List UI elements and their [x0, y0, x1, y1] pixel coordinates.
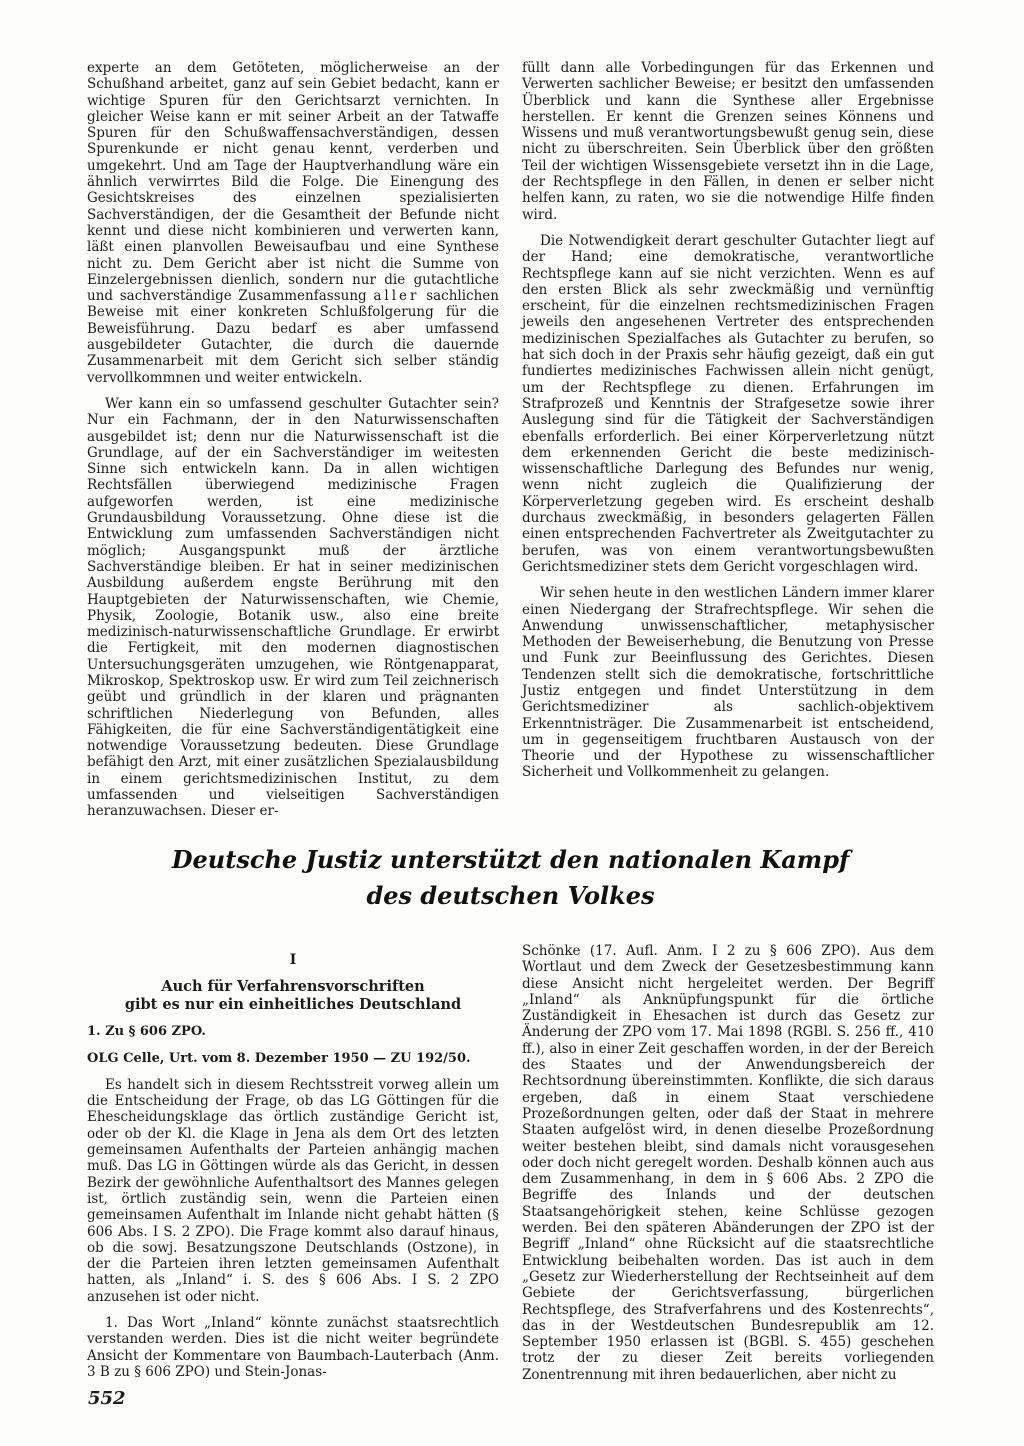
section-paragraph: Es handelt sich in diesem Rechtsstreit vorweg allein um die Entscheidung der Frage, ob das LG Göttingen für die Ehescheidungsklage das örtlich zuständige Gericht ist, oder ob der Kl. die Klage in Jena als dem Ort des letzten gemeinsamen Aufenthalts der Parteien anhängig machen muß. Das LG in Göttingen würde als das Gericht, in dessen Bezirk der gewöhnliche Aufenthaltsort des Mannes gelegen ist, örtlich zuständig sein, wenn die Parteien einen gemeinsamen Aufenthalt im Inlande nicht gehabt hätten (§ 606 Abs. I S. 2 ZPO). Die Frage kommt also darauf hinaus, ob die sowj. Besatzungszone Deutschlands (Ostzone), in der die Parteien ihren letzten gemeinsamen Aufenthalt hatten, als „Inland“ i. S. des § 606 Abs. I S. 2 ZPO anzusehen ist oder nicht.: [87, 1076, 499, 1305]
section-number: I: [289, 952, 297, 968]
case-reference: 1. Zu § 606 ZPO.: [87, 1024, 206, 1040]
article-paragraph: Wer kann ein so umfassend geschulter Gutachter sein? Nur ein Fachmann, der in den Naturwissenschaften ausgebildet ist; denn nur die Naturwissenschaft ist die Grundlage, auf der ein Sachverständiger im weitesten Sinne sich entwickeln kann. Da in allen wichtigen Rechtsfällen überwiegend medizinische Fragen aufgeworfen werden, ist eine medizinische Grundausbildung Voraussetzung. Ohne diese ist die Entwicklung zum umfassenden Sachverständigen nicht möglich; Ausgangspunkt muß der ärztliche Sachverständige bleiben. Er hat in seiner medizinischen Ausbildung außerdem engste Berührung mit den Hauptgebieten der Naturwissenschaften, wie Chemie, Physik, Zoologie, Botanik usw., also eine breite medizinisch-naturwissenschaftliche Grundlage. Er erwirbt die Fertigkeit, mit den modernen diagnostischen Untersuchungsgeräten umzugehen, wie Röntgenapparat, Mikroskop, Spektroskop usw. Er wird zum Teil zeichnerisch geübt und gründlich in der klaren und prägnanten schriftlichen Niederlegung von Befunden, alles Fähigkeiten, die für eine Sachverständigentätigkeit eine notwendige Voraussetzung bedeuten. Diese Grundlage befähigt den Arzt, mit einer zusätzlichen Spezialausbildung in einem gerichtsmedizinischen Institut, zu dem umfassenden und vielseitigen Sachverständigen heranzuwachsen. Dieser er-: [87, 395, 499, 820]
headline-line-2: des deutschen Volkes: [366, 881, 655, 910]
article-paragraph: Die Notwendigkeit derart geschulter Gutachter liegt auf der Hand; eine demokratische, verantwortliche Rechtspflege kann auf sie nicht verzichten. Wenn es auf den ersten Blick als sehr zweckmäßig und vernünftig erscheint, für die einzelnen rechtsmedizinischen Fragen jeweils den angesehenen Vertreter des entsprechenden medizinischen Spezialfaches als Gutachter zu berufen, so hat sich doch in der Praxis sehr häufig gezeigt, daß ein gut fundiertes medizinisches Fachwissen allein nicht genügt, um der Rechtspflege zu dienen. Erfahrungen im Strafprozeß und Kenntnis der Strafgesetze sowie ihrer Auslegung sind für die Tätigkeit der Sachverständigen ebenfalls erforderlich. Bei einer Körperverletzung nützt dem erkennenden Gericht die beste medizinisch-wissenschaftliche Darlegung des Befundes nur wenig, wenn nicht zugleich die Qualifizierung der Körperverletzung gegeben wird. Es erscheint deshalb durchaus zweckmäßig, in besonders gelagerten Fällen einen entsprechenden Fachvertreter als Zweitgutachter zu berufen, was von einem verantwortungsbewußten Gerichtsmediziner stets dem Gericht vorgeschlagen wird.: [522, 232, 934, 575]
court-line: OLG Celle, Urt. vom 8. Dezember 1950 — ZU 192/50.: [87, 1050, 471, 1066]
article-paragraph: experte an dem Getöteten, möglicherweise an der Schußhand arbeitet, ganz auf sein Gebiet bedacht, kann er wichtige Spuren für den Gerichtsarzt vernichten. In gleicher Weise kann er mit seiner Arbeit an der Tatwaffe Spuren für den Schußwaffensachverständigen, dessen Spurenkunde er nicht genau kennt, verderben und umgekehrt. Und am Tage der Hauptverhandlung wäre ein ähnlich verwirrtes Bild die Folge. Die Einengung des Gesichtskreises des einzelnen spezialisierten Sachverständigen, der die Gesamtheit der Befunde nicht kennt und diese nicht kombinieren und verwerten kann, läßt einen planvollen Beweisaufbau und eine Synthese nicht zu. Dem Gericht aber ist nicht die Summe von Einzelergebnissen dienlich, sondern nur die gutachtliche und sachverständige Zusammenfassung aller sachlichen Beweise mit einer konkreten Schlußfolgerung für die Beweisführung. Dazu bedarf es aber umfassend ausgebildeter Gutachter, die durch die dauernde Zusammenarbeit mit dem Gericht sich selber ständig vervollkommnen und weiter entwickeln.: [87, 60, 499, 386]
page-number: 552: [88, 1388, 126, 1409]
article-paragraph: füllt dann alle Vorbedingungen für das Erkennen und Verwerten sachlicher Beweise; er besitzt den umfassenden Überblick und kann die Synthese aller Ergebnisse herstellen. Er kennt die Grenzen seines Könnens und Wissens und muß verantwortungsbewußt genug sein, diese nicht zu überschreiten. Sein Überblick über den größten Teil der wichtigen Wissensgebiete versetzt ihn in die Lage, der Rechtspflege in den Fällen, in denen er selber nicht helfen kann, zu raten, wo sie die notwendige Hilfe finden wird.: [522, 60, 934, 223]
section-title: [87, 978, 499, 1014]
section-title-line-2: gibt es nur ein einheitliches Deutschland: [124, 996, 462, 1014]
section-right-column: [522, 943, 934, 1393]
section-paragraph: 1. Das Wort „Inland“ könnte zunächst staatsrechtlich verstanden werden. Dies ist die nicht weiter begründete Ansicht der Kommentare von Baumbach-Lauterbach (Anm. 3 B zu § 606 ZPO) und Stein-Jonas-: [87, 1315, 499, 1380]
section-left-column: [87, 952, 499, 1390]
headline-line-1: Deutsche Justiz unterstützt den nationalen Kampf: [171, 845, 850, 874]
section-title-line-1: Auch für Verfahrensvorschriften: [161, 978, 425, 996]
section-paragraph: Schönke (17. Aufl. Anm. I 2 zu § 606 ZPO). Aus dem Wortlaut und dem Zweck der Gesetzesbestimmung kann diese Ansicht nicht hergeleitet werden. Der Begriff „Inland“ als Anknüpfungspunkt für die örtliche Zuständigkeit in Ehesachen ist durch das Gesetz zur Änderung der ZPO vom 17. Mai 1898 (RGBl. S. 256 ff., 410 ff.), also in einer Zeit geschaffen worden, in der der Bereich des Staates und der Anwendungsbereich der Rechtsordnung übereinstimmten. Konflikte, die sich daraus ergeben, daß in einem Staat verschiedene Prozeßordnungen gelten, oder daß der Staat in mehrere Staaten aufgelöst wird, in denen dieselbe Prozeßordnung weiter bestehen bleibt, sind damals nicht vorausgesehen oder doch nicht geregelt worden. Deshalb können auch aus dem Zusammenhang, in dem in § 606 Abs. 2 ZPO die Begriffe des Inlands und der deutschen Staatsangehörigkeit stehen, keine Schlüsse gezogen werden. Bei den späteren Abänderungen der ZPO ist der Begriff „Inland“ ohne Rücksicht auf die staatsrechtliche Entwicklung beibehalten worden. Das ist auch in dem „Gesetz zur Wiederherstellung der Rechtseinheit auf dem Gebiete der Gerichtsverfassung, bürgerlichen Rechtspflege, des Strafverfahrens und des Kostenrechts“, das in der Westdeutschen Bundesrepublik am 12. September 1950 erlassen ist (BGBl. S. 455) geschehen trotz der zu dieser Zeit bereits vorliegenden Zonentrennung mit ihren bedauerlichen, aber nicht zu: [522, 943, 934, 1383]
article-paragraph: Wir sehen heute in den westlichen Ländern immer klarer einen Niedergang der Strafrechtspflege. Wir sehen die Anwendung unwissenschaftlicher, metaphysischer Methoden der Beweiserhebung, die Benutzung von Presse und Funk zur Beeinflussung des Gerichtes. Diesen Tendenzen stellt sich die demokratische, fortschrittliche Justiz entgegen und findet Unterstützung in dem Gerichtsmediziner als sachlich-objektivem Erkenntnisträger. Die Zusammenarbeit ist entscheidend, um in gegenseitigem fruchtbaren Austausch von der Theorie und der Hypothese zu wissenschaftlicher Sicherheit und Vollkommenheit zu gelangen.: [522, 585, 934, 781]
article-right-column: [522, 60, 934, 791]
section-headline: [87, 842, 934, 914]
article-left-column: [87, 60, 499, 830]
spaced-word: aller: [373, 288, 420, 305]
